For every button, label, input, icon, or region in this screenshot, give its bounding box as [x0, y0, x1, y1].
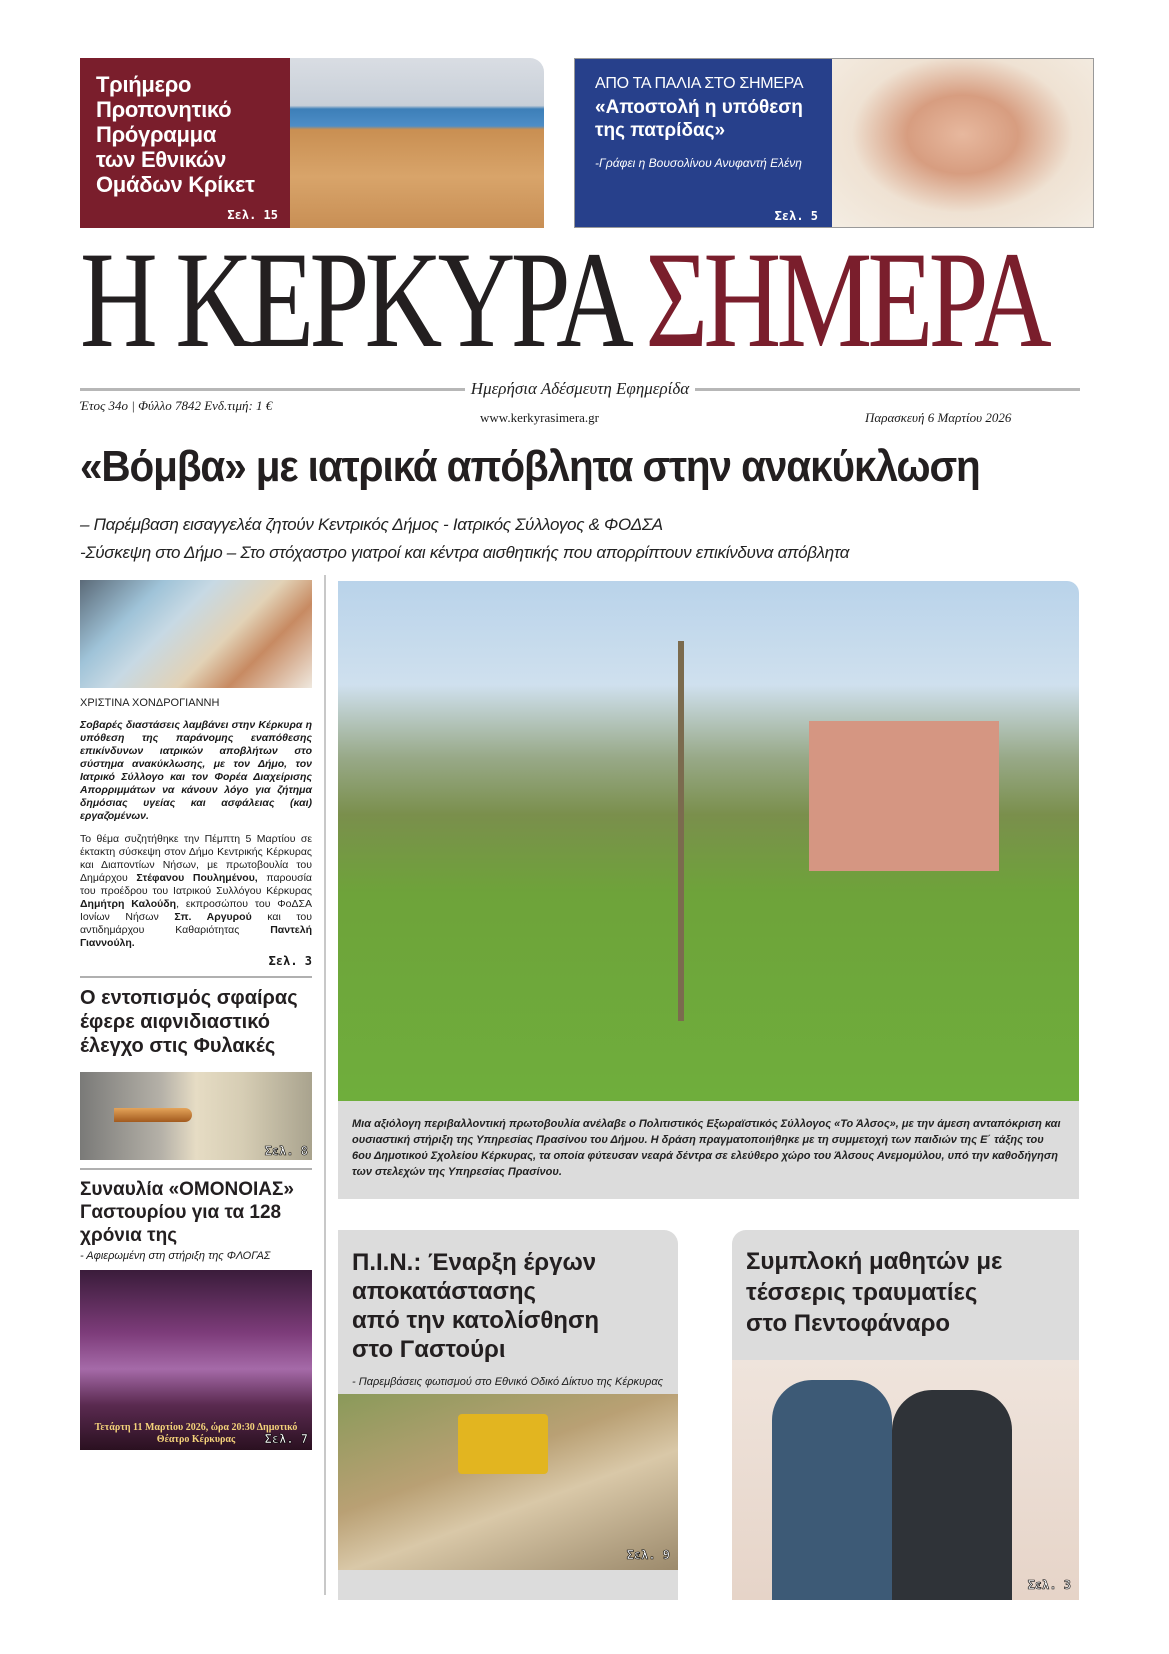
title-line: της πατρίδας»: [595, 120, 726, 141]
headline-line: στο Πεντοφάναρο: [746, 1310, 951, 1337]
concert-subhead: - Αφιερωμένη στη στήριξη της ΦΛΟΓΑΣ: [80, 1250, 271, 1262]
tree-shape: [678, 641, 684, 1021]
headline-line: αποκατάστασης: [352, 1278, 537, 1305]
lead-paragraph: Σοβαρές διαστάσεις λαμβάνει στην Κέρκυρα η υπόθεση της παράνομης εναπόθεσης επικίνδυνων ιατρικών αποβλήτων στο σύστημα ανακύκλωσης, με τον Δήμο, τον Ιατρικό Σύλλογο και τον Φορέα Διαχείρισης Απορριμμάτων να κάνουν λόγο για ζήτημα δημόσιας υγείας και ασφάλειας (και) εργαζομένων.: [80, 719, 312, 822]
title-line: των Εθνικών: [96, 147, 227, 172]
teaser-column-box: [575, 59, 832, 227]
prison-photo: [80, 1072, 312, 1160]
concert-headline[interactable]: Συναυλία «ΟΜΟΝΟΙΑΣ» Γαστουρίου για τα 128 χρόνια της: [80, 1179, 294, 1246]
teaser-cricket[interactable]: [80, 58, 544, 228]
masthead-title: [80, 223, 1048, 376]
headline-line: τέσσερις τραυματίες: [746, 1279, 978, 1306]
masthead-title-black: Η ΚΕΡΚΥΡΑ: [80, 223, 646, 376]
medical-waste-photo: [80, 580, 312, 688]
lead-subhead: -Σύσκεψη στο Δήμο – Στο στόχαστρο γιατροί και κέντρα αισθητικής που απορρίπτουν επικίνδυνα απόβλητα: [80, 543, 850, 562]
column-divider: [324, 575, 326, 1595]
lead-headline[interactable]: «Βόμβα» με ιατρικά απόβλητα στην ανακύκλωση: [80, 442, 980, 491]
person-shape: [772, 1380, 892, 1600]
headline-line: Π.Ι.Ν.: Έναρξη έργων: [352, 1249, 597, 1276]
cricket-training-photo: [290, 58, 544, 228]
title-line: Ομάδων Κρίκετ: [96, 172, 255, 197]
page-ref: Σελ. 3: [1027, 1578, 1071, 1592]
story-fight-headline: [732, 1230, 1079, 1339]
masthead: [80, 223, 1080, 376]
headline-line: στο Γαστούρι: [352, 1336, 506, 1363]
author-portrait-photo: [832, 59, 1093, 227]
headline-line: Συμπλοκή μαθητών με: [746, 1248, 1003, 1275]
title-line: Τριήμερο: [96, 72, 192, 97]
issue-info: Έτος 34ο | Φύλλο 7842 Ενδ.τιμή: 1 €: [80, 398, 273, 413]
concert-poster-caption: Τετάρτη 11 Μαρτίου 2026, ώρα 20:30 Δημοτικό Θέατρο Κέρκυρας: [94, 1422, 298, 1445]
masthead-title-red: ΣΗΜΕΡΑ: [645, 223, 1048, 376]
divider: [695, 388, 1080, 391]
title-line: «Αποστολή η υπόθεση: [595, 97, 803, 118]
teaser-column[interactable]: [574, 58, 1094, 228]
story-pin-subhead: - Παρεμβάσεις φωτισμού στο Εθνικό Οδικό Δίκτυο της Κέρκυρας: [352, 1376, 663, 1388]
story-pin[interactable]: [338, 1230, 678, 1600]
page-ref: Σελ. 3: [268, 954, 312, 968]
prison-headline[interactable]: Ο εντοπισμός σφαίρας έφερε αιφνιδιαστικό έλεγχο στις Φυλακές: [80, 987, 298, 1057]
divider: [80, 976, 312, 978]
divider: [80, 388, 465, 391]
body-paragraph: Το θέμα συζητήθηκε την Πέμπτη 5 Μαρτίου σε έκτακτη σύσκεψη στον Δήμο Κεντρικής Κέρκυρας και Διαποντίων Νήσων, με πρωτοβουλία του Δημάρχου Στέφανου Πουλημένου, παρουσία του προέδρου του Ιατρικού Συλλόγου Κέρκυρας Δημήτρη Καλούδη, εκπροσώπου του ΦοΔΣΑ Ιονίων Νήσων Σπ. Αργυρού και του αντιδημάρχου Καθαριότητας Παντελή Γιαννούλη.: [80, 833, 312, 949]
page-ref: Σελ. 9: [626, 1548, 670, 1562]
bullet-image: [114, 1108, 192, 1122]
title-line: Πρόγραμμα: [96, 122, 217, 147]
author-name: ΧΡΙΣΤΙΝΑ ΧΟΝΔΡΟΓΙΑΝΝΗ: [80, 697, 220, 709]
website-link[interactable]: www.kerkyrasimera.gr: [480, 410, 599, 425]
excavator-photo: [338, 1394, 678, 1570]
teaser-cricket-box: [80, 58, 290, 228]
divider: [80, 1168, 312, 1170]
title-line: Προπονητικό: [96, 97, 232, 122]
lead-subhead: – Παρέμβαση εισαγγελέα ζητούν Κεντρικός Δήμος - Ιατρικός Σύλλογος & ΦΟΔΣΑ: [80, 515, 663, 534]
headline-line: από την κατολίσθηση: [352, 1307, 600, 1334]
person-shape: [892, 1390, 1012, 1600]
photo-caption: Μια αξιόλογη περιβαλλοντική πρωτοβουλία ανέλαβε ο Πολιτιστικός Εξωραϊστικός Σύλλογος «Το Άλσος», με την άμεση ανταπόκριση και ουσιαστική στήριξη της Υπηρεσίας Πρασίνου του Δήμου. Η δράση πραγματοποιήθηκε με τη συμμετοχή των παιδιών της Ε΄ τάξης του 6ου Δημοτικού Σχολείου Κέρκυρας, τα οποία φύτευσαν νεαρά δέντρα σε ελεύθερο χώρο του Άλσους Ανεμομύλου, υπό την καθοδήγηση των στελεχών της Υπηρεσίας Πρασίνου.: [338, 1101, 1079, 1199]
building-shape: [809, 721, 999, 871]
page-ref: Σελ. 15: [227, 208, 278, 222]
story-pin-headline: [338, 1230, 678, 1364]
page-ref: Σελ. 7: [264, 1432, 308, 1446]
tagline: Ημερήσια Αδέσμευτη Εφημερίδα: [470, 379, 690, 398]
story-fight[interactable]: [732, 1230, 1079, 1600]
tagline-row: [80, 378, 1080, 400]
concert-poster: [80, 1270, 312, 1450]
students-fight-photo: [732, 1360, 1079, 1600]
page-ref: Σελ. 5: [774, 209, 818, 223]
teaser-byline: -Γράφει η Βουσολίνου Ανυφαντή Ελένη: [595, 156, 802, 170]
teaser-kicker: ΑΠΟ ΤΑ ΠΑΛΙΑ ΣΤΟ ΣΗΜΕΡΑ: [595, 75, 804, 92]
teaser-column-title: [595, 96, 820, 142]
tree-planting-photo: [338, 581, 1079, 1101]
teaser-cricket-title: [96, 72, 278, 197]
issue-date: Παρασκευή 6 Μαρτίου 2026: [865, 410, 1012, 425]
left-column: [80, 580, 312, 1450]
page-ref: Σελ. 8: [264, 1144, 308, 1158]
excavator-shape: [458, 1414, 548, 1474]
